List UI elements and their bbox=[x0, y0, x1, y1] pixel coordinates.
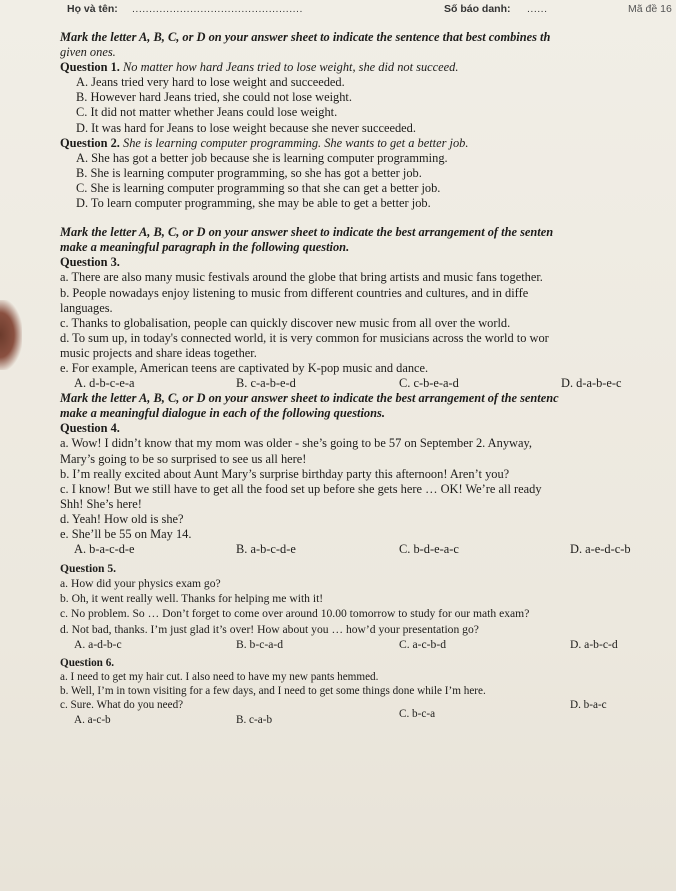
section2-instruction-cont: make a meaningful paragraph in the following question. bbox=[60, 240, 350, 255]
name-label: Họ và tên: bbox=[67, 3, 118, 15]
q4-option-c: C. b-d-e-a-c bbox=[399, 542, 459, 557]
name-dots: .................................................. bbox=[132, 3, 303, 15]
q5-option-d: D. a-b-c-d bbox=[570, 637, 618, 651]
q2-line bbox=[60, 136, 672, 151]
q3-sentence-d: d. To sum up, in today's connected world, it is very common for musicians across the world to wor bbox=[60, 330, 549, 345]
q5-option-c: C. a-c-b-d bbox=[399, 637, 446, 651]
q3-option-c: C. c-b-e-a-d bbox=[399, 376, 459, 391]
q4-option-d: D. a-e-d-c-b bbox=[570, 542, 631, 557]
q6-sentence-b: b. Well, I’m in town visiting for a few days, and I need to get some things done while I’m here. bbox=[60, 685, 486, 698]
q4-sentence-c-cont: Shh! She’s here! bbox=[60, 496, 142, 511]
q3-options bbox=[60, 376, 672, 391]
q4-sentence-b: b. I’m really excited about Aunt Mary’s surprise birthday party this afternoon! Aren’t you? bbox=[60, 466, 510, 481]
q2-option-d: D. To learn computer programming, she may be able to get a better job. bbox=[76, 196, 431, 211]
exam-code: Mã đề 16 bbox=[628, 3, 672, 15]
q4-sentence-d: d. Yeah! How old is she? bbox=[60, 511, 184, 526]
q2-option-c: C. She is learning computer programming so that she can get a better job. bbox=[76, 180, 441, 195]
q3-option-b: B. c-a-b-e-d bbox=[236, 376, 296, 391]
q3-option-a: A. d-b-c-e-a bbox=[74, 376, 135, 391]
q1-line bbox=[60, 60, 672, 75]
exam-content bbox=[60, 26, 672, 727]
q1-title: Question 1. bbox=[60, 60, 120, 75]
q5-sentence-d: d. Not bad, thanks. I’m just glad it’s over! How about you … how’d your presentation go? bbox=[60, 622, 479, 636]
q3-sentence-c: c. Thanks to globalisation, people can quickly discover new music from all over the world. bbox=[60, 315, 511, 330]
q6-sentence-c: c. Sure. What do you need? bbox=[60, 699, 184, 712]
q6-option-c: C. b-c-a bbox=[399, 707, 436, 720]
q3-sentence-a: a. There are also many music festivals around the globe that bring artists and music fans together. bbox=[60, 270, 543, 285]
q3-sentence-d-cont: music projects and share ideas together. bbox=[60, 345, 257, 360]
q4-options bbox=[60, 542, 672, 557]
q6-title: Question 6. bbox=[60, 656, 115, 669]
q1-option-c: C. It did not matter whether Jeans could lose weight. bbox=[76, 105, 338, 120]
q6-sentence-c-row bbox=[60, 698, 672, 712]
exam-header bbox=[0, 3, 676, 21]
q3-sentence-e: e. For example, American teens are captivated by K-pop music and dance. bbox=[60, 360, 429, 375]
q5-options bbox=[60, 637, 672, 652]
q5-sentence-a: a. How did your physics exam go? bbox=[60, 577, 221, 591]
q2-option-b: B. She is learning computer programming, so she has got a better job. bbox=[76, 165, 422, 180]
q6-option-a: A. a-c-b bbox=[74, 713, 111, 726]
q6-options bbox=[60, 707, 672, 727]
q4-sentence-e: e. She’ll be 55 on May 14. bbox=[60, 527, 192, 541]
q3-sentence-b: b. People nowadays enjoy listening to music from different countries and cultures, and in diffe bbox=[60, 285, 529, 300]
q2-title: Question 2. bbox=[60, 135, 120, 150]
q3-option-d: D. d-a-b-e-c bbox=[561, 376, 622, 391]
q5-option-a: A. a-d-b-c bbox=[74, 637, 122, 651]
q6-sentence-a: a. I need to get my hair cut. I also need to have my new pants hemmed. bbox=[60, 670, 379, 683]
q5-title: Question 5. bbox=[60, 562, 117, 576]
section3-instruction: Mark the letter A, B, C, or D on your answer sheet to indicate the best arrangement of the sentenc bbox=[60, 391, 559, 406]
q4-sentence-c: c. I know! But we still have to get all the food set up before she gets here … OK! We’re all ready bbox=[60, 481, 542, 496]
q4-sentence-a: a. Wow! I didn’t know that my mom was older - she’s going to be 57 on September 2. Anyway, bbox=[60, 436, 532, 451]
q1-stem: No matter how hard Jeans tried to lose weight, she did not succeed. bbox=[123, 60, 459, 75]
sbd-dots: ...... bbox=[527, 3, 548, 15]
q6-option-b: B. c-a-b bbox=[236, 713, 273, 726]
q2-option-a: A. She has got a better job because she is learning computer programming. bbox=[76, 150, 448, 165]
q3-sentence-b-cont: languages. bbox=[60, 300, 113, 315]
q3-title: Question 3. bbox=[60, 255, 120, 270]
q4-sentence-a-cont: Mary’s going to be so surprised to see us all here! bbox=[60, 451, 307, 466]
q4-title: Question 4. bbox=[60, 421, 120, 436]
section2-instruction: Mark the letter A, B, C, or D on your answer sheet to indicate the best arrangement of the senten bbox=[60, 225, 554, 240]
q1-option-d: D. It was hard for Jeans to lose weight because she never succeeded. bbox=[76, 120, 416, 135]
q5-option-b: B. b-c-a-d bbox=[236, 637, 283, 651]
q1-option-a: A. Jeans tried very hard to lose weight and succeeded. bbox=[76, 75, 345, 90]
q5-sentence-c: c. No problem. So … Don’t forget to come over around 10.00 tomorrow to study for our math exam? bbox=[60, 607, 530, 621]
section1-instruction: Mark the letter A, B, C, or D on your answer sheet to indicate the sentence that best combines th bbox=[60, 30, 551, 44]
section3-instruction-cont: make a meaningful dialogue in each of the following questions. bbox=[60, 406, 385, 421]
q2-stem: She is learning computer programming. She wants to get a better job. bbox=[123, 135, 469, 150]
q1-option-b: B. However hard Jeans tried, she could not lose weight. bbox=[76, 90, 352, 105]
sbd-label: Số báo danh: bbox=[444, 3, 511, 15]
thumb-shadow bbox=[0, 300, 22, 370]
q4-option-b: B. a-b-c-d-e bbox=[236, 542, 296, 557]
q4-option-a: A. b-a-c-d-e bbox=[74, 542, 135, 557]
q6-option-d: D. b-a-c bbox=[570, 699, 607, 712]
q5-sentence-b: b. Oh, it went really well. Thanks for helping me with it! bbox=[60, 592, 324, 606]
section1-instruction-cont: given ones. bbox=[60, 45, 116, 60]
